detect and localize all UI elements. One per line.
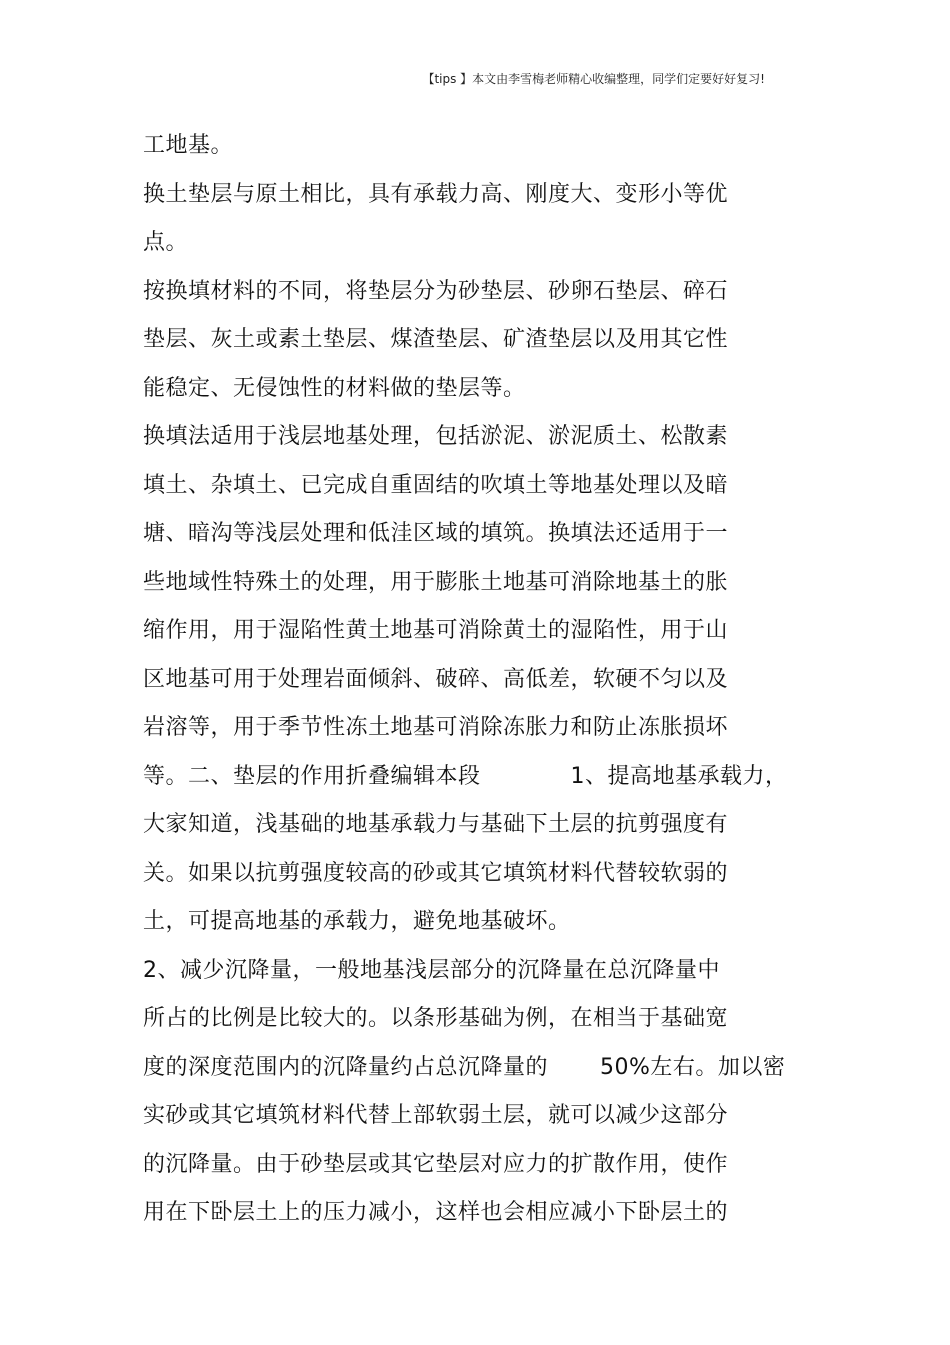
text-line: 2、减少沉降量，一般地基浅层部分的沉降量在总沉降量中: [143, 957, 720, 983]
text-line: 换填法适用于浅层地基处理，包括淤泥、淤泥质土、松散素: [143, 424, 729, 449]
text-line: 用在下卧层土上的压力减小，这样也会相应减小下卧层土的: [143, 1200, 729, 1225]
text-line: 塘、暗沟等浅层处理和低洼区域的填筑。换填法还适用于一: [143, 521, 729, 546]
text-line: 点。: [143, 230, 189, 255]
text-line: 关。如果以抗剪强度较高的砂或其它填筑材料代替较软弱的: [143, 860, 729, 886]
text-line: 岩溶等，用于季节性冻土地基可消除冻胀力和防止冻胀损坏: [143, 715, 729, 740]
text-line: 换土垫层与原土相比，具有承载力高、刚度大、变形小等优: [143, 181, 729, 207]
text-line: 大家知道，浅基础的地基承载力与基础下土层的抗剪强度有: [143, 812, 729, 837]
subsection-heading-text: 1、提高地基承载力，: [570, 763, 788, 789]
header-tips: 【tips 】本文由李雪梅老师精心收编整理，同学们定要好好复习!: [422, 72, 765, 86]
text-line: 实砂或其它填筑材料代替上部软弱土层，就可以减少这部分: [143, 1103, 729, 1128]
text-line: 所占的比例是比较大的。以条形基础为例，在相当于基础宽: [143, 1006, 729, 1031]
text-segment: 50%左右。加以密: [600, 1054, 786, 1080]
document-body: [143, 128, 803, 1244]
text-line: 区地基可用于处理岩面倾斜、破碎、高低差，软硬不匀以及: [143, 666, 729, 692]
text-line: 工地基。: [143, 133, 234, 158]
section-heading-text: 等。二、垫层的作用折叠编辑本段: [143, 763, 481, 789]
text-line: 些地域性特殊土的处理，用于膨胀土地基可消除地基土的胀: [143, 569, 729, 595]
text-line: 能稳定、无侵蚀性的材料做的垫层等。: [143, 375, 526, 401]
text-line: 土，可提高地基的承载力，避免地基破坏。: [143, 909, 571, 934]
text-line: [143, 759, 803, 808]
text-segment: 度的深度范围内的沉降量约占总沉降量的: [143, 1054, 549, 1080]
text-line: 的沉降量。由于砂垫层或其它垫层对应力的扩散作用，使作: [143, 1151, 729, 1177]
text-line: 填土、杂填土、已完成自重固结的吹填土等地基处理以及暗: [143, 472, 729, 498]
text-line: [143, 1050, 803, 1099]
text-line: 垫层、灰土或素土垫层、煤渣垫层、矿渣垫层以及用其它性: [143, 327, 729, 352]
text-line: 按换填材料的不同，将垫层分为砂垫层、砂卵石垫层、碎石: [143, 278, 729, 304]
text-line: 缩作用，用于湿陷性黄土地基可消除黄土的湿陷性，用于山: [143, 618, 729, 643]
